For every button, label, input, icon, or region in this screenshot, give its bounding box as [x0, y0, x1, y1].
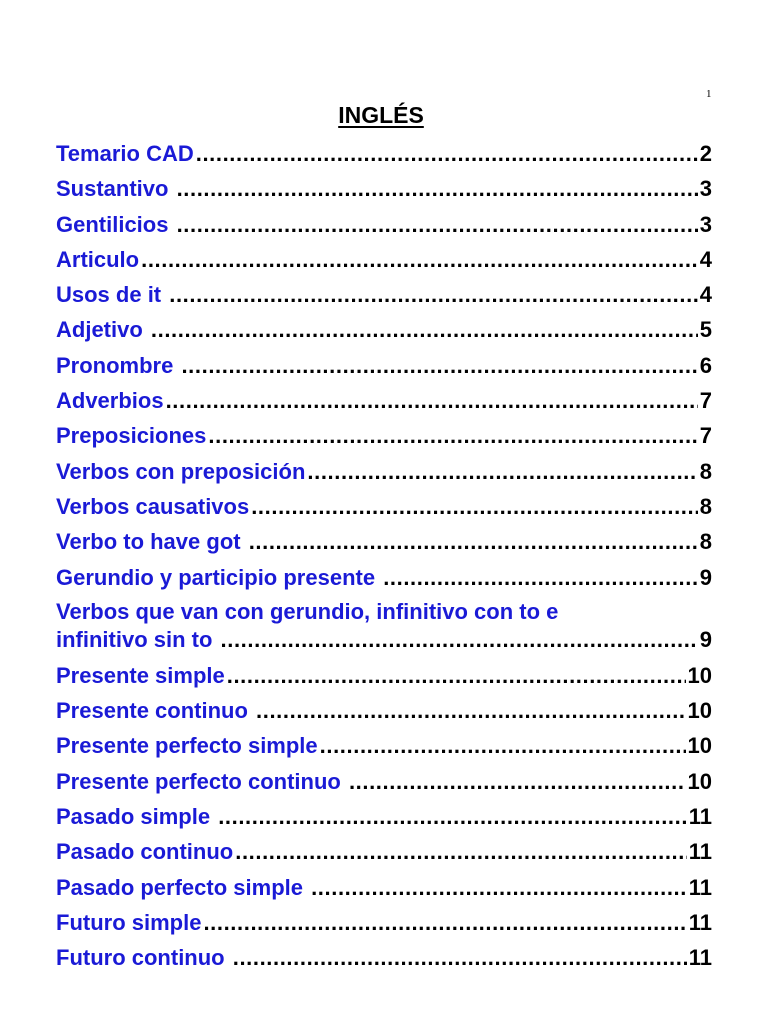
toc-entry[interactable]	[56, 489, 712, 524]
toc-entry[interactable]	[56, 418, 712, 453]
toc-dot-leader	[141, 242, 698, 277]
toc-dot-leader	[227, 658, 686, 693]
page-number: 1	[706, 88, 712, 100]
toc-entry-page-number: 6	[699, 352, 712, 378]
toc-entry[interactable]	[56, 834, 712, 869]
toc-dot-leader	[251, 489, 698, 524]
toc-entry-label: Gerundio y participio presente	[56, 564, 382, 590]
toc-entry-label: Presente continuo	[56, 698, 255, 724]
toc-entry[interactable]	[56, 207, 712, 242]
toc-entry-label: Presente perfecto simple	[56, 733, 318, 759]
toc-entry-page-number: 3	[699, 176, 712, 202]
toc-entry-label: Pronombre	[56, 352, 180, 378]
toc-entry[interactable]	[56, 870, 712, 905]
toc-dot-leader	[196, 136, 698, 171]
toc-entry-label: Presente perfecto continuo	[56, 768, 347, 794]
toc-entry[interactable]	[56, 728, 712, 763]
toc-entry-page-number: 5	[699, 317, 712, 343]
toc-entry[interactable]	[56, 764, 712, 799]
toc-dot-leader	[203, 905, 686, 940]
toc-entry-label: Futuro continuo	[56, 945, 231, 971]
toc-entry[interactable]	[56, 348, 712, 383]
toc-entry[interactable]	[56, 242, 712, 277]
toc-entry-label: Usos de it	[56, 282, 168, 308]
toc-entry-page-number: 2	[699, 141, 712, 166]
toc-entry-label: Articulo	[56, 246, 140, 272]
toc-dot-leader	[233, 940, 687, 975]
toc-entry-page-number: 10	[687, 768, 712, 794]
toc-entry-page-number: 10	[687, 662, 712, 688]
toc-entry-page-number: 8	[699, 458, 712, 484]
toc-entry-page-number: 4	[699, 282, 712, 308]
toc-entry-page-number: 4	[699, 246, 712, 272]
toc-entry-page-number: 8	[699, 529, 712, 555]
toc-dot-leader	[349, 764, 686, 799]
toc-entry-label: Pasado perfecto simple	[56, 874, 310, 900]
toc-entry-page-number: 11	[688, 909, 712, 935]
toc-dot-leader	[307, 454, 697, 489]
toc-dot-leader	[177, 207, 698, 242]
toc-entry-label: Temario CAD	[56, 141, 194, 166]
toc-entry-page-number: 11	[688, 945, 712, 971]
toc-dot-leader	[151, 312, 698, 347]
toc-entry-page-number: 11	[688, 804, 712, 830]
toc-entry[interactable]	[56, 905, 712, 940]
toc-dot-leader	[218, 799, 687, 834]
toc-entry-label: Pasado continuo	[56, 839, 234, 865]
toc-entry[interactable]	[56, 136, 712, 171]
toc-dot-leader	[383, 560, 698, 595]
toc-entry-label: Sustantivo	[56, 176, 175, 202]
toc-entry-page-number: 8	[699, 493, 712, 519]
toc-entry-page-number: 3	[699, 211, 712, 237]
toc-dot-leader	[169, 277, 698, 312]
toc-entry-label: Futuro simple	[56, 909, 202, 935]
toc-dot-leader	[235, 834, 686, 869]
toc-entry-page-number: 11	[688, 839, 712, 865]
toc-entry[interactable]	[56, 799, 712, 834]
toc-entry[interactable]	[56, 560, 712, 595]
toc-entry-label: Pasado simple	[56, 804, 217, 830]
document-title: INGLÉS	[338, 102, 424, 128]
toc-entry[interactable]	[56, 454, 712, 489]
toc-entry-page-number: 7	[699, 388, 712, 414]
toc-entry-label: Verbos causativos	[56, 493, 250, 519]
table-of-contents	[56, 136, 712, 976]
toc-entry-label: Gentilicios	[56, 211, 175, 237]
toc-entry-label: Verbo to have got	[56, 529, 247, 555]
toc-dot-leader	[221, 626, 698, 654]
toc-dot-leader	[177, 171, 698, 206]
toc-entry-label: Adjetivo	[56, 317, 149, 343]
toc-entry[interactable]	[56, 383, 712, 418]
toc-entry-label: Presente simple	[56, 662, 225, 688]
toc-dot-leader	[256, 693, 685, 728]
toc-entry[interactable]	[56, 693, 712, 728]
toc-entry-page-number: 10	[687, 698, 712, 724]
toc-dot-leader	[208, 418, 697, 453]
toc-entry[interactable]	[56, 940, 712, 975]
toc-dot-leader	[311, 870, 687, 905]
toc-entry-page-number: 7	[699, 423, 712, 449]
toc-entry[interactable]	[56, 277, 712, 312]
toc-entry-label: Preposiciones	[56, 423, 207, 449]
toc-entry-label: Verbos con preposición	[56, 458, 306, 484]
toc-dot-leader	[166, 383, 698, 418]
toc-dot-leader	[320, 728, 686, 763]
toc-dot-leader	[249, 524, 698, 559]
toc-entry[interactable]	[56, 312, 712, 347]
toc-entry-page-number: 9	[699, 564, 712, 590]
toc-entry-page-number: 10	[687, 733, 712, 759]
toc-dot-leader	[181, 348, 697, 383]
toc-entry[interactable]	[56, 658, 712, 693]
toc-entry-label: Adverbios	[56, 388, 164, 414]
toc-entry[interactable]	[56, 595, 712, 658]
toc-entry-label-line1: Verbos que van con gerundio, infinitivo con to e	[56, 598, 559, 624]
toc-entry[interactable]	[56, 171, 712, 206]
toc-entry-page-number: 9	[699, 626, 712, 652]
toc-entry[interactable]	[56, 524, 712, 559]
toc-entry-page-number: 11	[688, 874, 712, 900]
toc-entry-label: infinitivo sin to	[56, 626, 219, 652]
